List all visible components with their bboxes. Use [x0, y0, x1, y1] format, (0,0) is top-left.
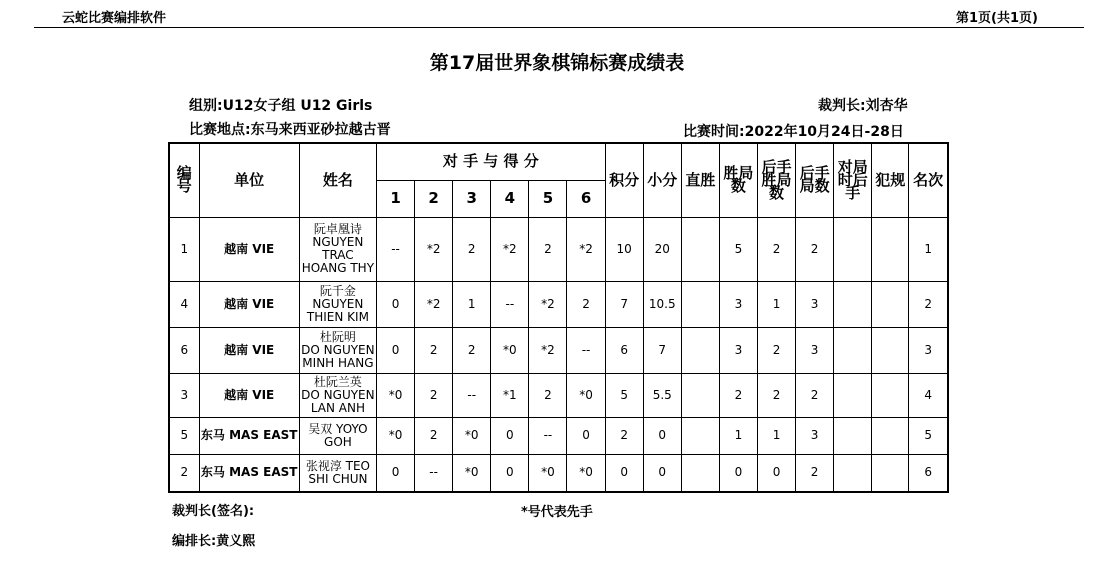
- group-info: 组别:U12女子组 U12 Girls: [189, 98, 373, 114]
- cell-third-second: [834, 217, 872, 281]
- cell-round-2: *2: [415, 281, 453, 327]
- page-indicator: 第1页(共1页): [956, 11, 1038, 26]
- cell-no: 3: [169, 373, 199, 417]
- table-row: [169, 281, 948, 327]
- round-header-6: 6: [567, 180, 605, 217]
- player-name-cn: 阮千金: [319, 283, 356, 298]
- col-header-no: [169, 143, 199, 217]
- cell-no: 2: [169, 454, 199, 492]
- referee-signature-label: 裁判长(签名):: [172, 504, 255, 519]
- table-row: [169, 373, 948, 417]
- cell-rank: 2: [909, 281, 948, 327]
- cell-wins: 3: [719, 327, 757, 373]
- cell-third-second: [834, 454, 872, 492]
- player-name-cn: 杜阮兰英: [313, 374, 362, 389]
- cell-rank: 3: [909, 327, 948, 373]
- cell-round-1: *0: [377, 373, 415, 417]
- cell-direct: [681, 417, 719, 454]
- cell-second-games: 2: [796, 454, 834, 492]
- cell-rank: 5: [909, 417, 948, 454]
- player-name-en: NGUYEN TRAC HOANG THY: [301, 235, 375, 275]
- col-header-points: 积分: [605, 143, 643, 217]
- cell-no: 4: [169, 281, 199, 327]
- round-header-5: 5: [529, 180, 567, 217]
- cell-unit: 东马 MAS EAST: [199, 454, 299, 492]
- cell-second-wins: 2: [757, 217, 795, 281]
- player-name-en: SHI CHUN: [308, 471, 368, 486]
- cell-round-6: --: [567, 327, 605, 373]
- cell-points: 7: [605, 281, 643, 327]
- table-row: [169, 217, 948, 281]
- table-row: [169, 417, 948, 454]
- cell-round-6: 0: [567, 417, 605, 454]
- cell-name: [299, 454, 376, 492]
- round-header-3: 3: [453, 180, 491, 217]
- col-header-no-text: 编号: [176, 164, 192, 196]
- player-name-en: DO NGUYEN LAN ANH: [301, 387, 375, 415]
- cell-points: 5: [605, 373, 643, 417]
- col-header-unit: 单位: [199, 143, 299, 217]
- col-header-name: 姓名: [299, 143, 376, 217]
- cell-points: 6: [605, 327, 643, 373]
- cell-round-2: --: [415, 454, 453, 492]
- cell-direct: [681, 454, 719, 492]
- col-header-rank: 名次: [909, 143, 948, 217]
- cell-round-5: *2: [529, 327, 567, 373]
- cell-round-6: *0: [567, 454, 605, 492]
- cell-round-5: *2: [529, 281, 567, 327]
- software-name: 云蛇比赛编排软件: [62, 11, 167, 26]
- cell-no: 1: [169, 217, 199, 281]
- venue-info: 比赛地点:东马来西亚砂拉越古晋: [189, 122, 391, 138]
- cell-second-games: 3: [796, 327, 834, 373]
- cell-round-3: --: [453, 373, 491, 417]
- cell-round-4: --: [491, 281, 529, 327]
- cell-points: 0: [605, 454, 643, 492]
- cell-round-1: --: [377, 217, 415, 281]
- cell-round-2: 2: [415, 373, 453, 417]
- cell-no: 5: [169, 417, 199, 454]
- cell-unit: 越南 VIE: [199, 373, 299, 417]
- scheduler-name: 编排长:黄义熙: [172, 534, 256, 549]
- cell-name: [299, 373, 376, 417]
- cell-wins: 2: [719, 373, 757, 417]
- cell-subscore: 0: [643, 417, 681, 454]
- cell-round-4: *0: [491, 327, 529, 373]
- cell-points: 2: [605, 417, 643, 454]
- player-name-en: NGUYEN THIEN KIM: [306, 296, 369, 324]
- cell-name: [299, 417, 376, 454]
- col-header-second-games: 后手局数: [796, 143, 834, 217]
- cell-rank: 4: [909, 373, 948, 417]
- cell-round-6: *0: [567, 373, 605, 417]
- cell-direct: [681, 281, 719, 327]
- cell-direct: [681, 217, 719, 281]
- col-header-opponents: 对 手 与 得 分: [377, 143, 606, 180]
- cell-round-2: 2: [415, 327, 453, 373]
- cell-round-1: 0: [377, 281, 415, 327]
- cell-fouls: [872, 454, 909, 492]
- cell-direct: [681, 373, 719, 417]
- cell-second-wins: 2: [757, 373, 795, 417]
- cell-round-5: 2: [529, 217, 567, 281]
- cell-round-1: 0: [377, 327, 415, 373]
- col-header-wins: 胜局数: [719, 143, 757, 217]
- cell-round-6: *2: [567, 217, 605, 281]
- cell-round-6: 2: [567, 281, 605, 327]
- cell-subscore: 5.5: [643, 373, 681, 417]
- cell-second-wins: 1: [757, 281, 795, 327]
- cell-wins: 0: [719, 454, 757, 492]
- cell-round-2: *2: [415, 217, 453, 281]
- page-title: 第17届世界象棋锦标赛成绩表: [429, 52, 685, 74]
- date-info: 比赛时间:2022年10月24日-28日: [683, 124, 904, 140]
- cell-second-wins: 0: [757, 454, 795, 492]
- round-header-4: 4: [491, 180, 529, 217]
- cell-rank: 6: [909, 454, 948, 492]
- cell-subscore: 10.5: [643, 281, 681, 327]
- cell-unit: 东马 MAS EAST: [199, 417, 299, 454]
- cell-second-games: 3: [796, 281, 834, 327]
- cell-fouls: [872, 417, 909, 454]
- cell-wins: 1: [719, 417, 757, 454]
- round-header-2: 2: [415, 180, 453, 217]
- cell-name: [299, 217, 376, 281]
- cell-round-4: 0: [491, 417, 529, 454]
- cell-wins: 3: [719, 281, 757, 327]
- table-row: [169, 454, 948, 492]
- round-header-1: 1: [377, 180, 415, 217]
- cell-round-4: 0: [491, 454, 529, 492]
- cell-unit: 越南 VIE: [199, 281, 299, 327]
- cell-rank: 1: [909, 217, 948, 281]
- cell-round-5: 2: [529, 373, 567, 417]
- cell-third-second: [834, 373, 872, 417]
- cell-round-3: 2: [453, 217, 491, 281]
- cell-round-4: *1: [491, 373, 529, 417]
- cell-round-1: *0: [377, 417, 415, 454]
- player-name-cn: 张视淳 TEO: [305, 458, 370, 473]
- cell-round-5: *0: [529, 454, 567, 492]
- cell-direct: [681, 327, 719, 373]
- col-header-third-second: 对局时后手: [834, 143, 872, 217]
- cell-second-games: 2: [796, 373, 834, 417]
- cell-round-4: *2: [491, 217, 529, 281]
- cell-fouls: [872, 327, 909, 373]
- cell-fouls: [872, 281, 909, 327]
- cell-round-3: *0: [453, 417, 491, 454]
- cell-second-wins: 2: [757, 327, 795, 373]
- cell-subscore: 20: [643, 217, 681, 281]
- cell-fouls: [872, 373, 909, 417]
- col-header-second-wins: 后手胜局数: [757, 143, 795, 217]
- cell-name: [299, 327, 376, 373]
- player-name-cn: 杜阮明: [319, 329, 356, 344]
- cell-round-2: 2: [415, 417, 453, 454]
- cell-unit: 越南 VIE: [199, 327, 299, 373]
- cell-third-second: [834, 281, 872, 327]
- first-move-note: *号代表先手: [521, 505, 593, 520]
- cell-round-3: *0: [453, 454, 491, 492]
- player-name-en: GOH: [324, 434, 352, 449]
- cell-round-1: 0: [377, 454, 415, 492]
- col-header-fouls: 犯规: [872, 143, 909, 217]
- table-row: [169, 327, 948, 373]
- col-header-subscore: 小分: [643, 143, 681, 217]
- cell-round-3: 2: [453, 327, 491, 373]
- chief-referee: 裁判长:刘杏华: [818, 98, 908, 114]
- cell-round-5: --: [529, 417, 567, 454]
- cell-fouls: [872, 217, 909, 281]
- player-name-cn: 阮卓凰诗: [313, 222, 362, 236]
- cell-second-wins: 1: [757, 417, 795, 454]
- results-table: [168, 142, 949, 493]
- cell-second-games: 3: [796, 417, 834, 454]
- cell-points: 10: [605, 217, 643, 281]
- cell-third-second: [834, 417, 872, 454]
- cell-round-3: 1: [453, 281, 491, 327]
- player-name-cn: 吴双 YOYO: [308, 421, 368, 436]
- cell-subscore: 7: [643, 327, 681, 373]
- header-divider: [34, 27, 1084, 28]
- cell-second-games: 2: [796, 217, 834, 281]
- col-header-direct: 直胜: [681, 143, 719, 217]
- player-name-en: DO NGUYEN MINH HANG: [301, 342, 375, 370]
- cell-subscore: 0: [643, 454, 681, 492]
- cell-no: 6: [169, 327, 199, 373]
- cell-unit: 越南 VIE: [199, 217, 299, 281]
- cell-name: [299, 281, 376, 327]
- cell-third-second: [834, 327, 872, 373]
- cell-wins: 5: [719, 217, 757, 281]
